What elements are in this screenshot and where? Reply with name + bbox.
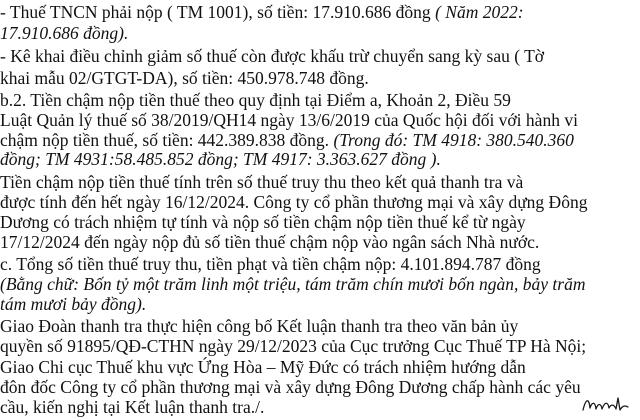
text-line	[0, 377, 640, 397]
text-line	[0, 68, 640, 88]
text-run: được tính đến hết ngày 16/12/2024. Công ty cổ phần thương mại và xây dựng Đông	[0, 192, 588, 212]
text-run: quyền số 91895/QĐ-CTHN ngày 29/12/2023 của Cục trưởng Cục Thuế TP Hà Nội;	[0, 336, 587, 356]
text-run: đôn đốc Công ty cổ phần thương mại và xây dựng Đông Dương chấp hành các yêu	[0, 377, 581, 397]
text-line	[0, 149, 640, 169]
text-run: 17/12/2024 đến ngày nộp đủ số tiền thuế chậm nộp vào ngân sách Nhà nước.	[0, 232, 540, 252]
text-line	[0, 110, 640, 130]
text-line	[0, 212, 640, 232]
handwritten-signature	[580, 392, 630, 416]
text-line	[0, 316, 640, 336]
text-line	[0, 294, 640, 314]
text-line	[0, 192, 640, 212]
text-run: b.2. Tiền chậm nộp tiền thuế theo quy định tại Điểm a, Khoản 2, Điều 59	[0, 90, 511, 110]
text-line	[0, 90, 640, 110]
text-run: - Thuế TNCN phải nộp ( TM 1001), số tiền: 17.910.686 đồng	[0, 2, 436, 22]
text-run: Giao Chi cục Thuế khu vực Ứng Hòa – Mỹ Đức có trách nhiệm hướng dẫn	[0, 357, 526, 377]
text-run: chậm nộp tiền thuế, số tiền: 442.389.838 đồng.	[0, 130, 334, 150]
text-line	[0, 336, 640, 356]
text-line	[0, 357, 640, 377]
italic-run: tám mươi bảy đồng).	[0, 294, 147, 314]
text-run: khai mẫu 02/GTGT-DA), số tiền: 450.978.748 đồng.	[0, 68, 369, 88]
text-line	[0, 232, 640, 252]
text-run: c. Tổng số tiền thuế truy thu, tiền phạt và tiền chậm nộp: 4.101.894.787 đồng	[0, 254, 541, 274]
text-run: - Kê khai điều chỉnh giảm số thuế còn được khấu trừ chuyển sang kỳ sau ( Tờ	[0, 46, 545, 66]
text-line	[0, 130, 640, 150]
text-run: cầu, kiến nghị tại Kết luận thanh tra./.	[0, 397, 265, 417]
text-line	[0, 397, 640, 417]
italic-run: (Bằng chữ: Bốn tỷ một trăm linh một triệu, tám trăm chín mươi bốn ngàn, bảy trăm	[0, 274, 586, 294]
text-line	[0, 46, 640, 66]
text-run: Dương có trách nhiệm tự tính và nộp số tiền chậm nộp tiền thuế kể từ ngày	[0, 212, 526, 232]
text-run: Giao Đoàn thanh tra thực hiện công bố Kết luận thanh tra theo văn bản ủy	[0, 316, 519, 336]
text-run: Luật Quản lý thuế số 38/2019/QH14 ngày 13/6/2019 của Quốc hội đối với hành vi	[0, 110, 578, 130]
text-line	[0, 274, 640, 294]
text-line	[0, 254, 640, 274]
italic-run: ( Năm 2022:	[435, 2, 524, 22]
text-run: Tiền chậm nộp tiền thuế tính trên số thuế truy thu theo kết quả thanh tra và	[0, 172, 524, 192]
italic-run: (Trong đó: TM 4918: 380.540.360	[333, 130, 574, 150]
text-line	[0, 23, 640, 43]
text-line	[0, 2, 640, 22]
text-line	[0, 172, 640, 192]
italic-run: 17.910.686 đồng).	[0, 23, 129, 43]
italic-run: đồng; TM 4931:58.485.852 đồng; TM 4917: 3.363.627 đồng ).	[0, 149, 441, 169]
